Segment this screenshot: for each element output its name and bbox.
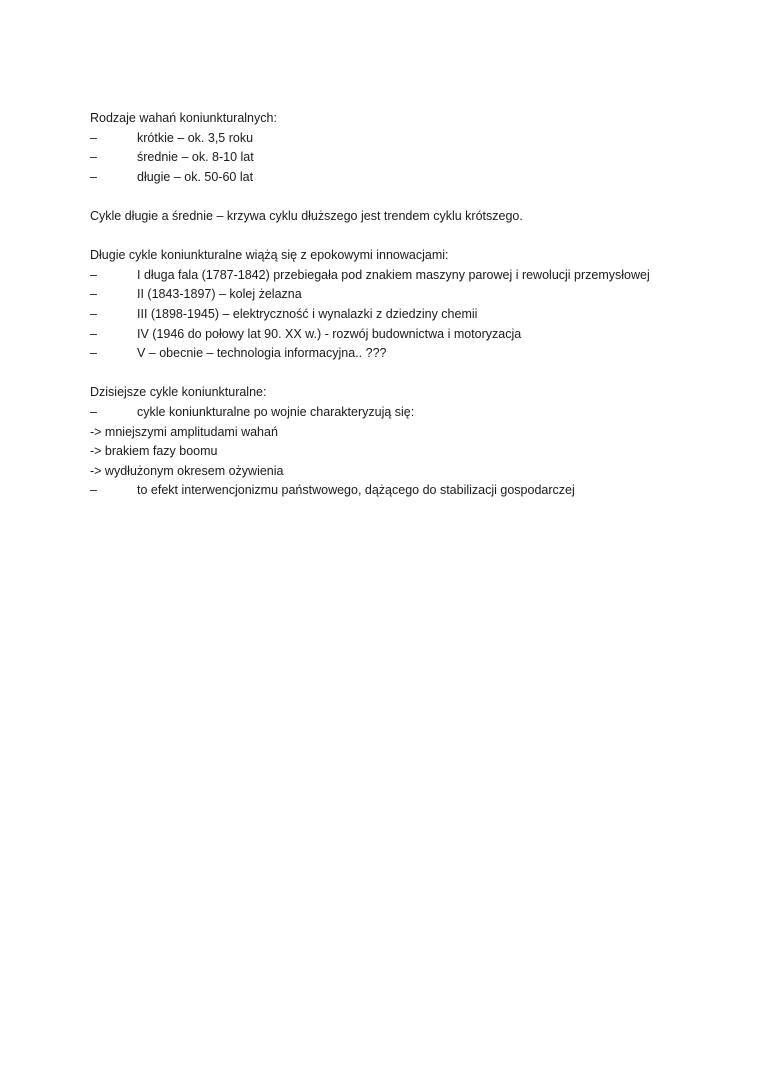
list-item-text: IV (1946 do połowy lat 90. XX w.) - rozwój budownictwa i motoryzacja [137,326,522,341]
list-item-text: V – obecnie – technologia informacyjna.. ??? [137,346,387,361]
section-heading-types: Rodzaje wahań koniunkturalnych: [90,111,277,125]
list-item [90,344,730,364]
list-item [90,168,730,188]
list-item [90,266,730,286]
list-item-text: II (1843-1897) – kolej żelazna [137,287,302,302]
list-dash: – [90,483,97,498]
list-item-text: I długa fala (1787-1842) przebiegała pod znakiem maszyny parowej i rewolucji przemysłowej [137,267,650,282]
list-dash: – [90,306,97,321]
list-item [90,285,730,305]
list-item [90,403,730,423]
list-dash: – [90,267,97,282]
section-heading-modern-cycles: Dzisiejsze cykle koniunkturalne: [90,385,267,400]
list-dash: – [90,150,97,165]
list-dash: – [90,287,97,302]
list-item [90,129,730,149]
list-item [90,481,730,501]
list-item-text: III (1898-1945) – elektryczność i wynalazki z dziedziny chemii [137,306,478,321]
list-item-text: długie – ok. 50-60 lat [137,169,254,184]
document-content [90,109,730,501]
list-dash: – [90,130,97,145]
list-item-text: cykle koniunkturalne po wojnie charakteryzują się: [137,404,415,419]
paragraph-long-vs-medium: Cykle długie a średnie – krzywa cyklu dłuższego jest trendem cyklu krótszego. [90,208,523,223]
list-item-text: średnie – ok. 8-10 lat [137,150,254,165]
list-dash: – [90,326,97,341]
arrow-item: -> wydłużonym okresem ożywienia [90,463,284,478]
arrow-item: -> brakiem fazy boomu [90,444,218,459]
list-dash: – [90,169,97,184]
list-item-text: to efekt interwencjonizmu państwowego, dążącego do stabilizacji gospodarczej [137,483,575,498]
list-item [90,305,730,325]
list-item [90,148,730,168]
list-item-text: krótkie – ok. 3,5 roku [137,130,254,145]
list-dash: – [90,346,97,361]
arrow-item: -> mniejszymi amplitudami wahań [90,424,278,439]
section-heading-long-cycles: Długie cykle koniunkturalne wiążą się z epokowymi innowacjami: [90,248,449,263]
list-item [90,325,730,345]
list-dash: – [90,404,97,419]
